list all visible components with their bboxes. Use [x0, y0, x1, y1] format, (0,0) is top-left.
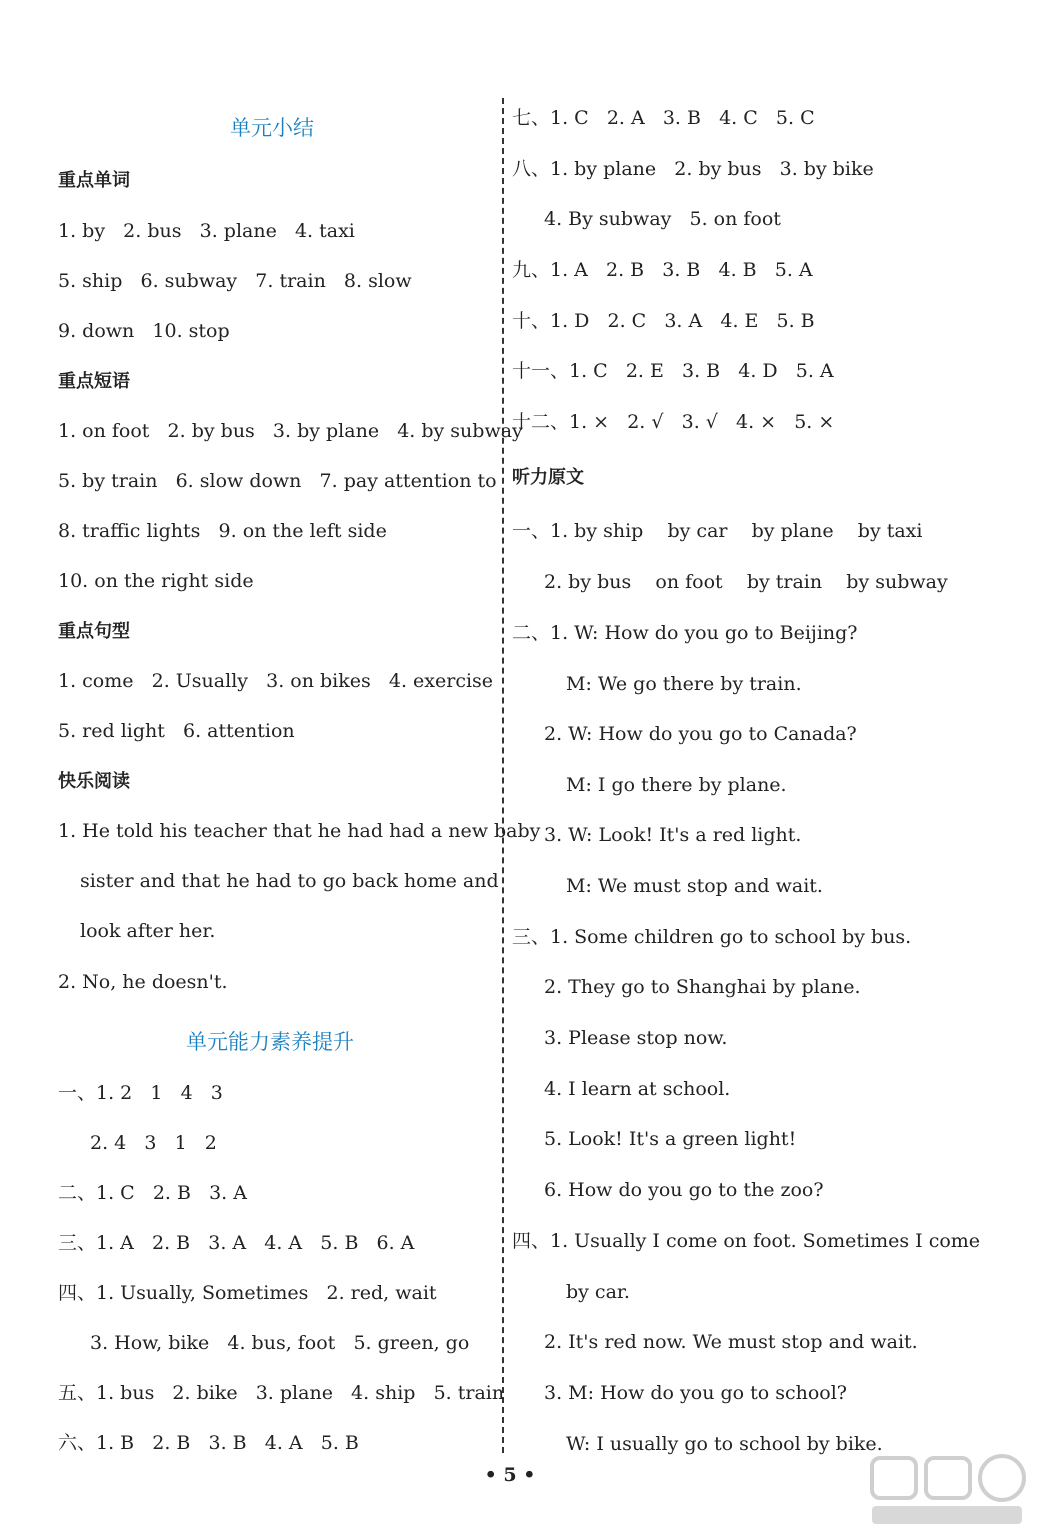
listening-line: M: I go there by plane.: [566, 774, 787, 796]
listening-line: M: We go there by train.: [566, 673, 802, 695]
listening-line: 一、1. by ship by car by plane by taxi: [512, 520, 923, 542]
listening-line: by car.: [566, 1281, 630, 1303]
listening-line: 4. I learn at school.: [544, 1078, 731, 1100]
reading-line: 2. No, he doesn't.: [58, 971, 228, 993]
key-words-line: 9. down 10. stop: [58, 320, 230, 342]
answer-line: 十、1. D 2. C 3. A 4. E 5. B: [512, 310, 815, 332]
page-number: • 5 •: [484, 1464, 536, 1486]
listening-line: 2. It's red now. We must stop and wait.: [544, 1331, 918, 1353]
answer-line: 二、1. C 2. B 3. A: [58, 1182, 247, 1204]
answer-line: 2. 4 3 1 2: [90, 1132, 217, 1154]
listening-line: 6. How do you go to the zoo?: [544, 1179, 824, 1201]
heading-happy-reading: 快乐阅读: [58, 771, 130, 792]
answer-line: 四、1. Usually, Sometimes 2. red, wait: [58, 1282, 437, 1304]
answer-line: 十二、1. × 2. √ 3. √ 4. × 5. ×: [512, 411, 835, 433]
listening-line: M: We must stop and wait.: [566, 875, 823, 897]
key-words-line: 1. by 2. bus 3. plane 4. taxi: [58, 220, 355, 242]
answer-line: 一、1. 2 1 4 3: [58, 1082, 223, 1104]
key-phrases-line: 1. on foot 2. by bus 3. by plane 4. by subway: [58, 420, 523, 442]
key-phrases-line: 10. on the right side: [58, 570, 254, 592]
listening-line: 3. W: Look! It's a red light.: [544, 824, 802, 846]
heading-key-phrases: 重点短语: [58, 371, 130, 392]
key-sentences-line: 1. come 2. Usually 3. on bikes 4. exercise: [58, 670, 494, 692]
watermark-logo: [864, 1452, 1034, 1530]
ability-title: 单元能力素养提升: [186, 1030, 354, 1054]
unit-summary-title: 单元小结: [230, 116, 314, 140]
key-phrases-line: 5. by train 6. slow down 7. pay attention to: [58, 470, 497, 492]
answer-line: 4. By subway 5. on foot: [544, 208, 781, 230]
reading-line: look after her.: [80, 920, 216, 942]
answer-line: 九、1. A 2. B 3. B 4. B 5. A: [512, 259, 813, 281]
listening-line: W: I usually go to school by bike.: [566, 1433, 883, 1455]
key-words-line: 5. ship 6. subway 7. train 8. slow: [58, 270, 412, 292]
answer-line: 十一、1. C 2. E 3. B 4. D 5. A: [512, 360, 834, 382]
heading-key-sentences: 重点句型: [58, 621, 130, 642]
key-phrases-line: 8. traffic lights 9. on the left side: [58, 520, 387, 542]
answer-line: 三、1. A 2. B 3. A 4. A 5. B 6. A: [58, 1232, 415, 1254]
answer-line: 3. How, bike 4. bus, foot 5. green, go: [90, 1332, 470, 1354]
answer-line: 八、1. by plane 2. by bus 3. by bike: [512, 158, 874, 180]
answer-line: 六、1. B 2. B 3. B 4. A 5. B: [58, 1432, 359, 1454]
listening-line: 四、1. Usually I come on foot. Sometimes I come: [512, 1230, 981, 1252]
listening-line: 二、1. W: How do you go to Beijing?: [512, 622, 858, 644]
listening-line: 5. Look! It's a green light!: [544, 1128, 797, 1150]
listening-line: 3. M: How do you go to school?: [544, 1382, 847, 1404]
heading-listening-script: 听力原文: [512, 467, 584, 488]
heading-key-words: 重点单词: [58, 170, 130, 191]
answer-line: 七、1. C 2. A 3. B 4. C 5. C: [512, 107, 815, 129]
answer-line: 五、1. bus 2. bike 3. plane 4. ship 5. train: [58, 1382, 505, 1404]
reading-line: sister and that he had to go back home and: [80, 870, 499, 892]
column-divider: [502, 98, 504, 1453]
listening-line: 3. Please stop now.: [544, 1027, 728, 1049]
listening-line: 2. They go to Shanghai by plane.: [544, 976, 861, 998]
listening-line: 三、1. Some children go to school by bus.: [512, 926, 912, 948]
reading-line: 1. He told his teacher that he had had a new baby: [58, 820, 541, 842]
listening-line: 2. W: How do you go to Canada?: [544, 723, 857, 745]
listening-line: 2. by bus on foot by train by subway: [544, 571, 948, 593]
key-sentences-line: 5. red light 6. attention: [58, 720, 295, 742]
